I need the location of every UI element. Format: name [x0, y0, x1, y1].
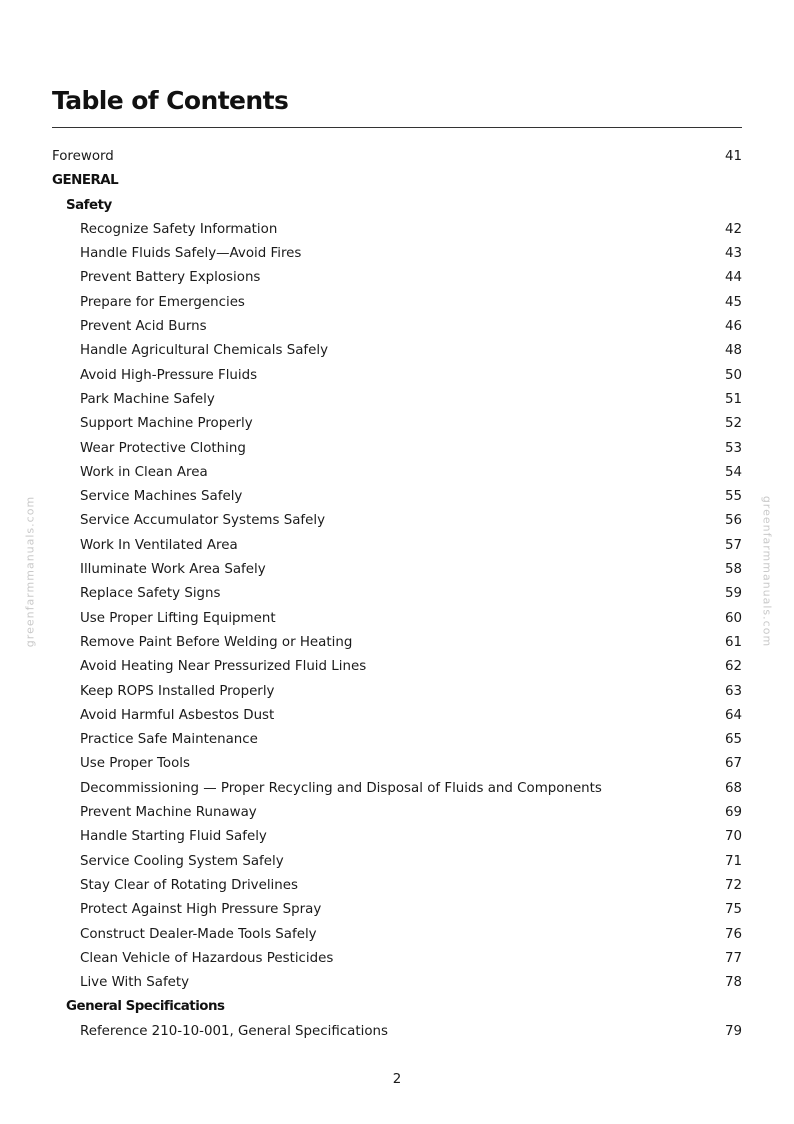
watermark-left: greenfarmmanuals.com: [23, 495, 37, 648]
toc-entry-label: Clean Vehicle of Hazardous Pesticides: [80, 950, 334, 966]
toc-entry[interactable]: [52, 266, 742, 290]
toc-entry-label: Prevent Battery Explosions: [80, 270, 261, 286]
toc-entry[interactable]: [52, 947, 742, 971]
toc-entry-page-number: 41: [724, 149, 742, 164]
toc-entry-label: Construct Dealer-Made Tools Safely: [80, 926, 317, 942]
toc-entry-label: Safety: [66, 197, 112, 213]
toc-entry[interactable]: [52, 509, 742, 533]
toc-entry-label: Reference 210-10-001, General Specifications: [80, 1023, 388, 1039]
toc-entry-label: Avoid Heating Near Pressurized Fluid Lines: [80, 659, 367, 675]
toc-entry-label: Avoid High-Pressure Fluids: [80, 367, 258, 383]
toc-entry[interactable]: [52, 971, 742, 995]
toc-entry-label: Use Proper Tools: [80, 756, 191, 772]
page-title: Table of Contents: [52, 86, 289, 115]
toc-entry-label: Prepare for Emergencies: [80, 294, 245, 310]
toc-entry[interactable]: [52, 777, 742, 801]
toc-entry-page-number: 52: [724, 416, 742, 432]
toc-entry-label: Handle Agricultural Chemicals Safely: [80, 343, 329, 359]
toc-entry-page-number: 45: [724, 294, 742, 310]
toc-entry-label: Replace Safety Signs: [80, 586, 221, 602]
toc-entry[interactable]: [52, 461, 742, 485]
toc-entry-page-number: 72: [724, 877, 742, 893]
toc-entry-page-number: 63: [724, 683, 742, 699]
toc-entry-page-number: 65: [724, 732, 742, 748]
toc-entry-label: Decommissioning — Proper Recycling and Disposal of Fluids and Components: [80, 780, 602, 796]
toc-entry-label: Service Accumulator Systems Safely: [80, 513, 326, 529]
toc-entry-page-number: 76: [724, 926, 742, 942]
toc-entry[interactable]: [52, 680, 742, 704]
toc-entry[interactable]: [52, 388, 742, 412]
toc-entry-label: Park Machine Safely: [80, 391, 215, 407]
toc-entry[interactable]: [52, 364, 742, 388]
toc-entry[interactable]: [52, 923, 742, 947]
toc-entry[interactable]: [52, 752, 742, 776]
toc-entry-label: Wear Protective Clothing: [80, 440, 246, 456]
toc-entry-label: Recognize Safety Information: [80, 221, 278, 237]
toc-entry[interactable]: [52, 874, 742, 898]
toc-entry-label: Work In Ventilated Area: [80, 537, 238, 553]
toc-entry[interactable]: [52, 1020, 742, 1044]
toc-entry-page-number: 71: [724, 853, 742, 869]
toc-entry-page-number: 50: [724, 367, 742, 383]
toc-entry-label: Service Cooling System Safely: [80, 853, 284, 869]
toc-entry-page-number: 43: [724, 246, 742, 262]
toc-entry-page-number: 62: [724, 659, 742, 675]
toc-entry-page-number: 78: [724, 975, 742, 991]
toc-entry-label: Work in Clean Area: [80, 464, 208, 480]
toc-entry-page-number: 58: [724, 562, 742, 578]
toc-entry-page-number: 60: [724, 610, 742, 626]
toc-entry[interactable]: [52, 582, 742, 606]
toc-entry[interactable]: [52, 145, 742, 169]
toc-entry[interactable]: [52, 631, 742, 655]
toc-entry-page-number: 53: [724, 440, 742, 456]
toc-entry-label: Handle Starting Fluid Safely: [80, 829, 267, 845]
toc-entry[interactable]: [52, 704, 742, 728]
toc-entry[interactable]: [52, 801, 742, 825]
toc-entry-page-number: 77: [724, 950, 742, 966]
toc-entry-page-number: 48: [724, 343, 742, 359]
title-divider: [52, 127, 742, 128]
toc-entry[interactable]: [52, 898, 742, 922]
toc-entry-label: Live With Safety: [80, 975, 190, 991]
toc-entry[interactable]: [52, 437, 742, 461]
toc-entry[interactable]: [52, 558, 742, 582]
toc-entry-label: Prevent Acid Burns: [80, 319, 207, 335]
toc-entry[interactable]: [52, 291, 742, 315]
toc-entry-page-number: 44: [724, 270, 742, 286]
toc-entry-page-number: 68: [724, 780, 742, 796]
toc-entry-label: General Specifications: [66, 999, 225, 1015]
toc-entry-label: Handle Fluids Safely—Avoid Fires: [80, 246, 302, 262]
toc-entry-page-number: 64: [724, 707, 742, 723]
toc-entry-page-number: 61: [724, 634, 742, 650]
toc-entry-label: Keep ROPS Installed Properly: [80, 683, 275, 699]
toc-entry-label: Illuminate Work Area Safely: [80, 562, 266, 578]
watermark-right: greenfarmmanuals.com: [760, 495, 774, 648]
toc-entry[interactable]: [52, 485, 742, 509]
toc-entry[interactable]: [52, 607, 742, 631]
toc-entry-label: Support Machine Properly: [80, 416, 253, 432]
toc-entry[interactable]: [52, 825, 742, 849]
toc-entry[interactable]: [52, 218, 742, 242]
toc-entry-page-number: 51: [724, 391, 742, 407]
toc-entry-page-number: 67: [724, 756, 742, 772]
toc-entry-page-number: 69: [724, 805, 742, 821]
toc-entry[interactable]: [52, 339, 742, 363]
toc-entry-label: Prevent Machine Runaway: [80, 805, 257, 821]
toc-entry[interactable]: [52, 315, 742, 339]
toc-entry-page-number: 79: [724, 1023, 742, 1039]
toc-entry-label: Protect Against High Pressure Spray: [80, 902, 322, 918]
toc-entry-page-number: 46: [724, 319, 742, 335]
toc-entry-page-number: 56: [724, 513, 742, 529]
toc-section-heading: [52, 194, 742, 218]
toc-entry-page-number: 54: [724, 464, 742, 480]
toc-section-heading: [52, 995, 742, 1019]
toc-entry[interactable]: [52, 728, 742, 752]
toc-entry-label: Avoid Harmful Asbestos Dust: [80, 707, 275, 723]
toc-entry-label: Stay Clear of Rotating Drivelines: [80, 877, 298, 893]
toc-entry-label: Remove Paint Before Welding or Heating: [80, 634, 353, 650]
toc-entry-label: Practice Safe Maintenance: [80, 732, 258, 748]
toc-entry[interactable]: [52, 655, 742, 679]
toc-entry-page-number: 55: [724, 489, 742, 505]
page-number: 2: [392, 1072, 402, 1087]
toc-entry-page-number: 57: [724, 537, 742, 553]
toc-entry[interactable]: [52, 850, 742, 874]
toc-section-heading: [52, 169, 742, 193]
toc-entry-page-number: 75: [724, 902, 742, 918]
toc-entry-label: Foreword: [52, 149, 114, 164]
toc-entry-page-number: 59: [724, 586, 742, 602]
table-of-contents: [52, 145, 742, 1044]
toc-entry[interactable]: [52, 242, 742, 266]
toc-entry[interactable]: [52, 412, 742, 436]
toc-entry-label: GENERAL: [52, 173, 119, 189]
toc-entry-page-number: 42: [724, 221, 742, 237]
toc-entry-page-number: 70: [724, 829, 742, 845]
toc-entry[interactable]: [52, 534, 742, 558]
toc-entry-label: Use Proper Lifting Equipment: [80, 610, 276, 626]
toc-entry-label: Service Machines Safely: [80, 489, 243, 505]
